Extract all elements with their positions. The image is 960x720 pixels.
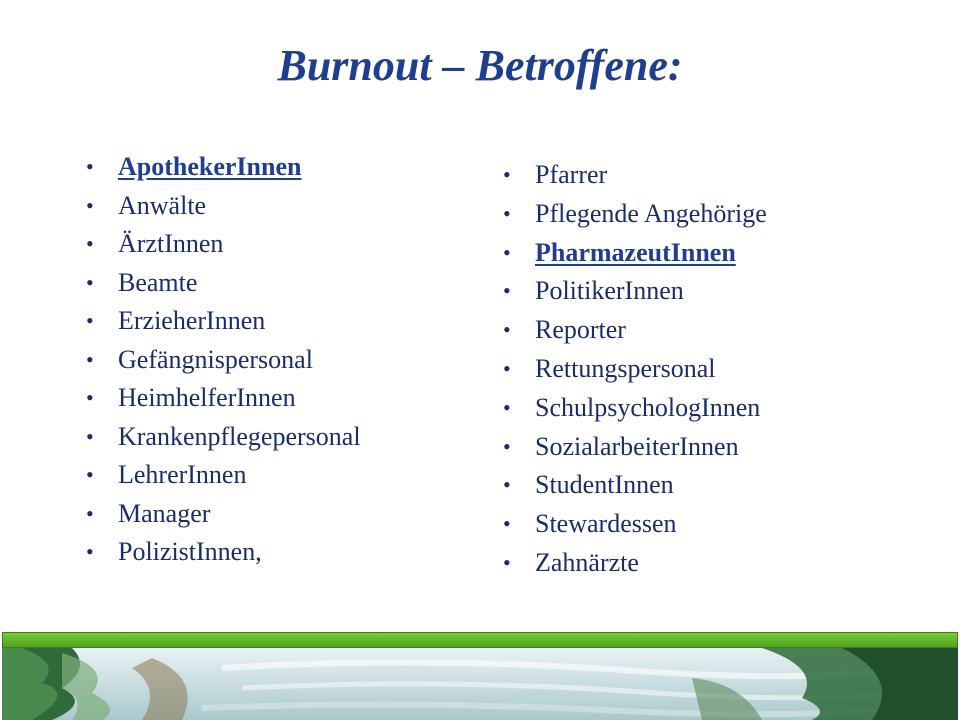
list-item-label: Anwälte xyxy=(118,190,207,220)
list-item xyxy=(503,272,767,311)
list-item xyxy=(503,156,767,195)
list-item xyxy=(503,505,767,544)
list-item[interactable] xyxy=(86,148,361,187)
list-item-label: Manager xyxy=(118,498,211,528)
list-item xyxy=(86,379,361,418)
list-item-label: Beamte xyxy=(118,267,198,297)
list-item xyxy=(86,264,361,303)
list-item-label: HeimhelferInnen xyxy=(118,383,296,412)
footer-green-bar xyxy=(2,632,958,648)
list-item xyxy=(503,466,767,505)
list-item xyxy=(503,195,767,234)
footer-band xyxy=(0,632,960,720)
apothekerinnen-link[interactable]: ApothekerInnen xyxy=(118,152,302,181)
list-item-label: Reporter xyxy=(535,315,626,345)
list-item-label: SozialarbeiterInnen xyxy=(535,431,739,461)
list-item xyxy=(503,428,767,467)
list-item xyxy=(86,418,361,457)
list-item xyxy=(86,533,361,572)
list-item-label: Stewardessen xyxy=(535,509,677,539)
list-item xyxy=(86,302,361,341)
list-item-label: SchulpsychologInnen xyxy=(535,392,761,422)
list-item xyxy=(503,389,767,428)
list-item-label: Krankenpflegepersonal xyxy=(118,421,361,451)
list-item-label: LehrerInnen xyxy=(118,460,247,489)
list-item-label: Gefängnispersonal xyxy=(118,344,313,374)
left-bullet-list xyxy=(86,148,361,572)
list-item-label: Rettungspersonal xyxy=(535,353,716,383)
list-item-label: Pfarrer xyxy=(535,160,608,189)
list-item xyxy=(86,495,361,534)
list-item-label: PolitikerInnen xyxy=(535,276,684,306)
list-item-label: PolizistInnen, xyxy=(118,537,262,566)
pharmazeutinnen-link[interactable]: PharmazeutInnen xyxy=(535,237,736,267)
list-item xyxy=(503,544,767,583)
list-item xyxy=(86,187,361,226)
list-item-label: StudentInnen xyxy=(535,470,674,500)
list-item xyxy=(86,341,361,380)
right-bullet-list xyxy=(503,156,767,583)
list-item-label: Zahnärzte xyxy=(535,547,639,577)
list-item xyxy=(86,456,361,495)
list-item-label: ErzieherInnen xyxy=(118,306,266,335)
list-item[interactable] xyxy=(503,234,767,273)
footer-landscape-graphic xyxy=(2,648,958,720)
list-item xyxy=(86,225,361,264)
list-item xyxy=(503,311,767,350)
footer-nature-image xyxy=(2,648,958,720)
list-item-label: ÄrztInnen xyxy=(118,229,224,258)
slide-title: Burnout – Betroffene: xyxy=(277,41,683,90)
list-item xyxy=(503,350,767,389)
list-item-label: Pflegende Angehörige xyxy=(535,198,767,228)
